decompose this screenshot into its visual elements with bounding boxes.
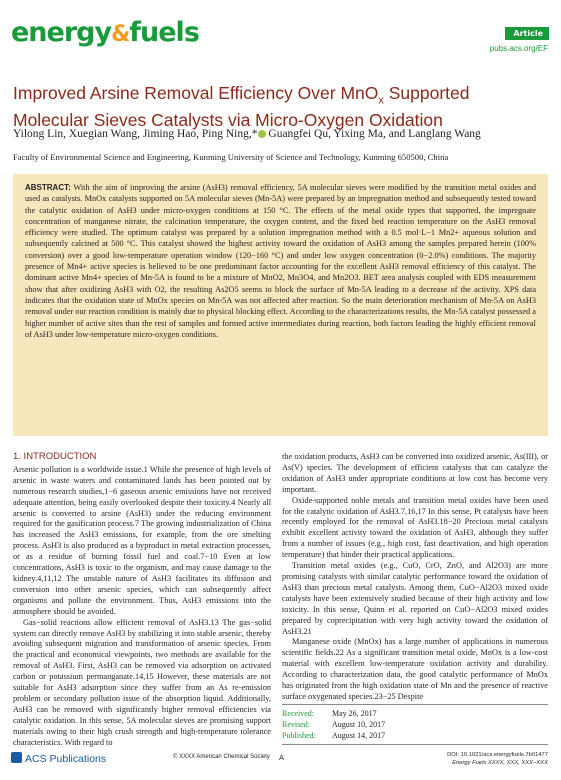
- affiliation: Faculty of Environmental Science and Engineering, Kunming University of Science and Technology, Kunming 650500, China: [13, 152, 449, 162]
- journal-logo: [11, 17, 199, 48]
- abstract-text: With the aim of improving the arsine (AsH3) removal efficiency, 5A molecular sieves were modified by the transition metal oxides and used as catalysts. MnOx catalysts supported on 5A molecular sieves (Mn-5A) were prepared by an impregnation method and subsequently tested toward the catalytic oxidation of AsH3 under micro-oxygen conditions at 150 °C. The effects of the metal oxide types that supported, the impregnate concentration of manganese nitrate, the calcination temperature, the oxygen content, and the fixed bed reaction temperature on the AsH3 removal efficiency were studied. The optimum catalyst was prepared by a solution impregnation method with a 0.5 mol·L−1 Mn2+ aqueous solution and subsequently calcined at 500 °C. This catalyst showed the highest activity toward the oxidation of AsH3 among the samples prepared herein (100% conversion) over a good low-temperature operation window (120−160 °C) and under low oxygen concentration (0−2.0%) conditions. The majority presence of Mn4+ active species is believed to be one predominant factor accounting for the excellent AsH3 removal efficiency of this catalyst. The dominant active Mn4+ species of Mn-5A is found to be a mixture of MnO2, Mn3O4, and Mn2O3. BET area analysis coupled with EDS measurement show that after oxidizing AsH3 with O2, the resulting As2O5 seems to block the surface of Mn-5A leading to a decrease of the activity. XPS data indicates that the oxidation state of MnOx species on Mn-5A was not affected after reaction. So the main deterioration mechanism of Mn-5A on AsH3 removal under our reaction condition is mainly due to physical blocking effect. According to the characterizations results, the Mn-5A catalyst possessed a higher number of active sites than the rest of samples and formed active intermediates during reaction, both factors leading the highly efficient removal of AsH3 under low-temperature micro-oxygen conditions.: [25, 183, 536, 339]
- doi-link[interactable]: DOI: 10.1021/acs.energyfuels.7b01477: [447, 752, 548, 758]
- date-value: May 26, 2017: [332, 709, 377, 718]
- page-number: A: [279, 753, 285, 762]
- date-label: Received:: [282, 709, 314, 718]
- date-value: August 14, 2017: [332, 731, 386, 740]
- acs-publications-logo[interactable]: [11, 752, 106, 765]
- date-row-received: [282, 708, 548, 719]
- article-type-badge: Article: [505, 27, 549, 40]
- date-label: Published:: [282, 731, 316, 740]
- orcid-icon[interactable]: [258, 130, 266, 138]
- left-column: [13, 452, 271, 748]
- right-column: [282, 452, 548, 703]
- publication-dates: [282, 704, 548, 745]
- intro-paragraph-3: the oxidation products, AsH3 can be converted into oxidized arsenic, As(III), or As(V) species. The development of efficient catalysts that can catalyze the oxidation of AsH3 under appropriate conditions at low cost has become very important.: [282, 452, 548, 494]
- journal-url-link[interactable]: pubs.acs.org/EF: [489, 44, 548, 53]
- citation: Energy Fuels XXXX, XXX, XXX−XXX: [452, 759, 548, 766]
- title-subscript: x: [378, 94, 384, 107]
- logo-ampersand: &: [111, 22, 130, 47]
- logo-fuels: fuels: [129, 17, 199, 48]
- intro-paragraph-4: Oxide-supported noble metals and transition metal oxides have been used for the catalytic oxidation of AsH3.7,16,17 In this sense, Pt catalysts have been recently employed for the removal of AsH3.18−20 Precious metal catalysts exhibit excellent activity toward the oxidation of AsH3, although they suffer from a number of issues (e.g., high cost, fast deactivation, and high operation temperature) that hinder their practical applications.: [282, 495, 548, 560]
- intro-paragraph-5: Transition metal oxides (e.g., CuO, CrO, ZnO, and Al2O3) are more promising catalysts with similar catalytic performance toward the oxidation of AsH3 than precious metal catalysts. Among them, CuO−Al2O3 mixed oxide catalysts have been extensively studied because of their high activity and low toxicity. In this sense, Quinn et al. reported on CuO−Al2O3 mixed oxides prepared by coprecipitation with very high activity toward the oxidation of AsH3.21: [282, 561, 548, 636]
- title-line1: Improved Arsine Removal Efficiency Over MnO: [13, 83, 379, 103]
- section-heading-introduction: 1. INTRODUCTION: [13, 451, 97, 462]
- paper-title: [13, 84, 533, 130]
- title-line1-end: Supported: [383, 83, 470, 103]
- date-row-revised: [282, 719, 548, 730]
- intro-paragraph-2: Gas−solid reactions allow efficient removal of AsH3.13 The gas−solid system can directly remove AsH3 by stabilizing it into stable arsenic, thereby avoiding subsequent migration and transformation of arsenic species. From the practical and economical viewpoints, two methods are available for the removal of AsH3. First, AsH3 can be removed via adsorption on activated carbon or potassium permanganate.14,15 However, these materials are not suitable for AsH3 adsorption since they suffer from an As re-emission problem or secondary pollution issue of the absorption liquid. Additionally, AsH3 can be removed with significantly higher removal efficiencies via catalytic oxidation. In this sense, 5A molecular sieves are promising support materials owing to their high crush strength and high-temperature tolerance characteristics. With regard to: [13, 617, 271, 747]
- abstract-box: [13, 174, 548, 436]
- logo-energy: energy: [11, 17, 112, 48]
- publisher-name: ACS Publications: [25, 753, 107, 765]
- copyright-notice: © XXXX American Chemical Society: [173, 754, 270, 760]
- authors-part2: Guangfei Qu, Yixing Ma, and Langlang Wang: [265, 128, 481, 140]
- author-list: [13, 128, 553, 141]
- date-label: Revised:: [282, 720, 310, 729]
- title-line2: Molecular Sieves Catalysts via Micro-Oxygen Oxidation: [13, 109, 443, 130]
- authors-part1: Yilong Lin, Xuegian Wang, Jiming Hao, Ping Ning,*: [13, 128, 258, 140]
- page-footer: [0, 752, 561, 780]
- date-row-published: [282, 730, 548, 741]
- intro-paragraph-6: Manganese oxide (MnOx) has a large number of applications in numerous scientific fields.22 As a significant transition metal oxide, MnOx is a low-cost material with excellent low-temperature oxidation activity and durability. According to characterization data, the good catalytic performance of MnOx has originated from the high oxidation state of Mn and the presence of reactive surface oxygenated species.23−25 Despite: [282, 637, 548, 701]
- acs-hexagon-icon: [11, 752, 22, 763]
- doi-block: [388, 752, 548, 767]
- intro-paragraph-1: Arsenic pollution is a worldwide issue.1 While the presence of high levels of arsenic in waste waters and contaminated lands has been pointed out by numerous research studies,1−6 gaseous arsenic emissions have not received adequate attention, being easily overlooked despite their toxicity.4 Nearly all arsenic is converted to arsine (AsH3) under the reducing environment required for the gasification process.7 The growing industrialization of China has increased the AsH3 emissions, for example, from the ore smelting process. AsH3 is also produced as a byproduct in metal extraction processes, or as a residue of burning fossil fuel and coal.7−10 Even at low concentrations, AsH3 is toxic to the organism, and may cause damage to the kidney.4,11,12 The unstable nature of AsH3 facilitates its diffusion and conversion into other arsenic species, which can subsequently affect organisms and pollute the environment. Thus, AsH3 emissions into the atmosphere should be avoided.: [13, 464, 271, 616]
- abstract-heading: ABSTRACT:: [25, 183, 71, 192]
- date-value: August 10, 2017: [332, 720, 386, 729]
